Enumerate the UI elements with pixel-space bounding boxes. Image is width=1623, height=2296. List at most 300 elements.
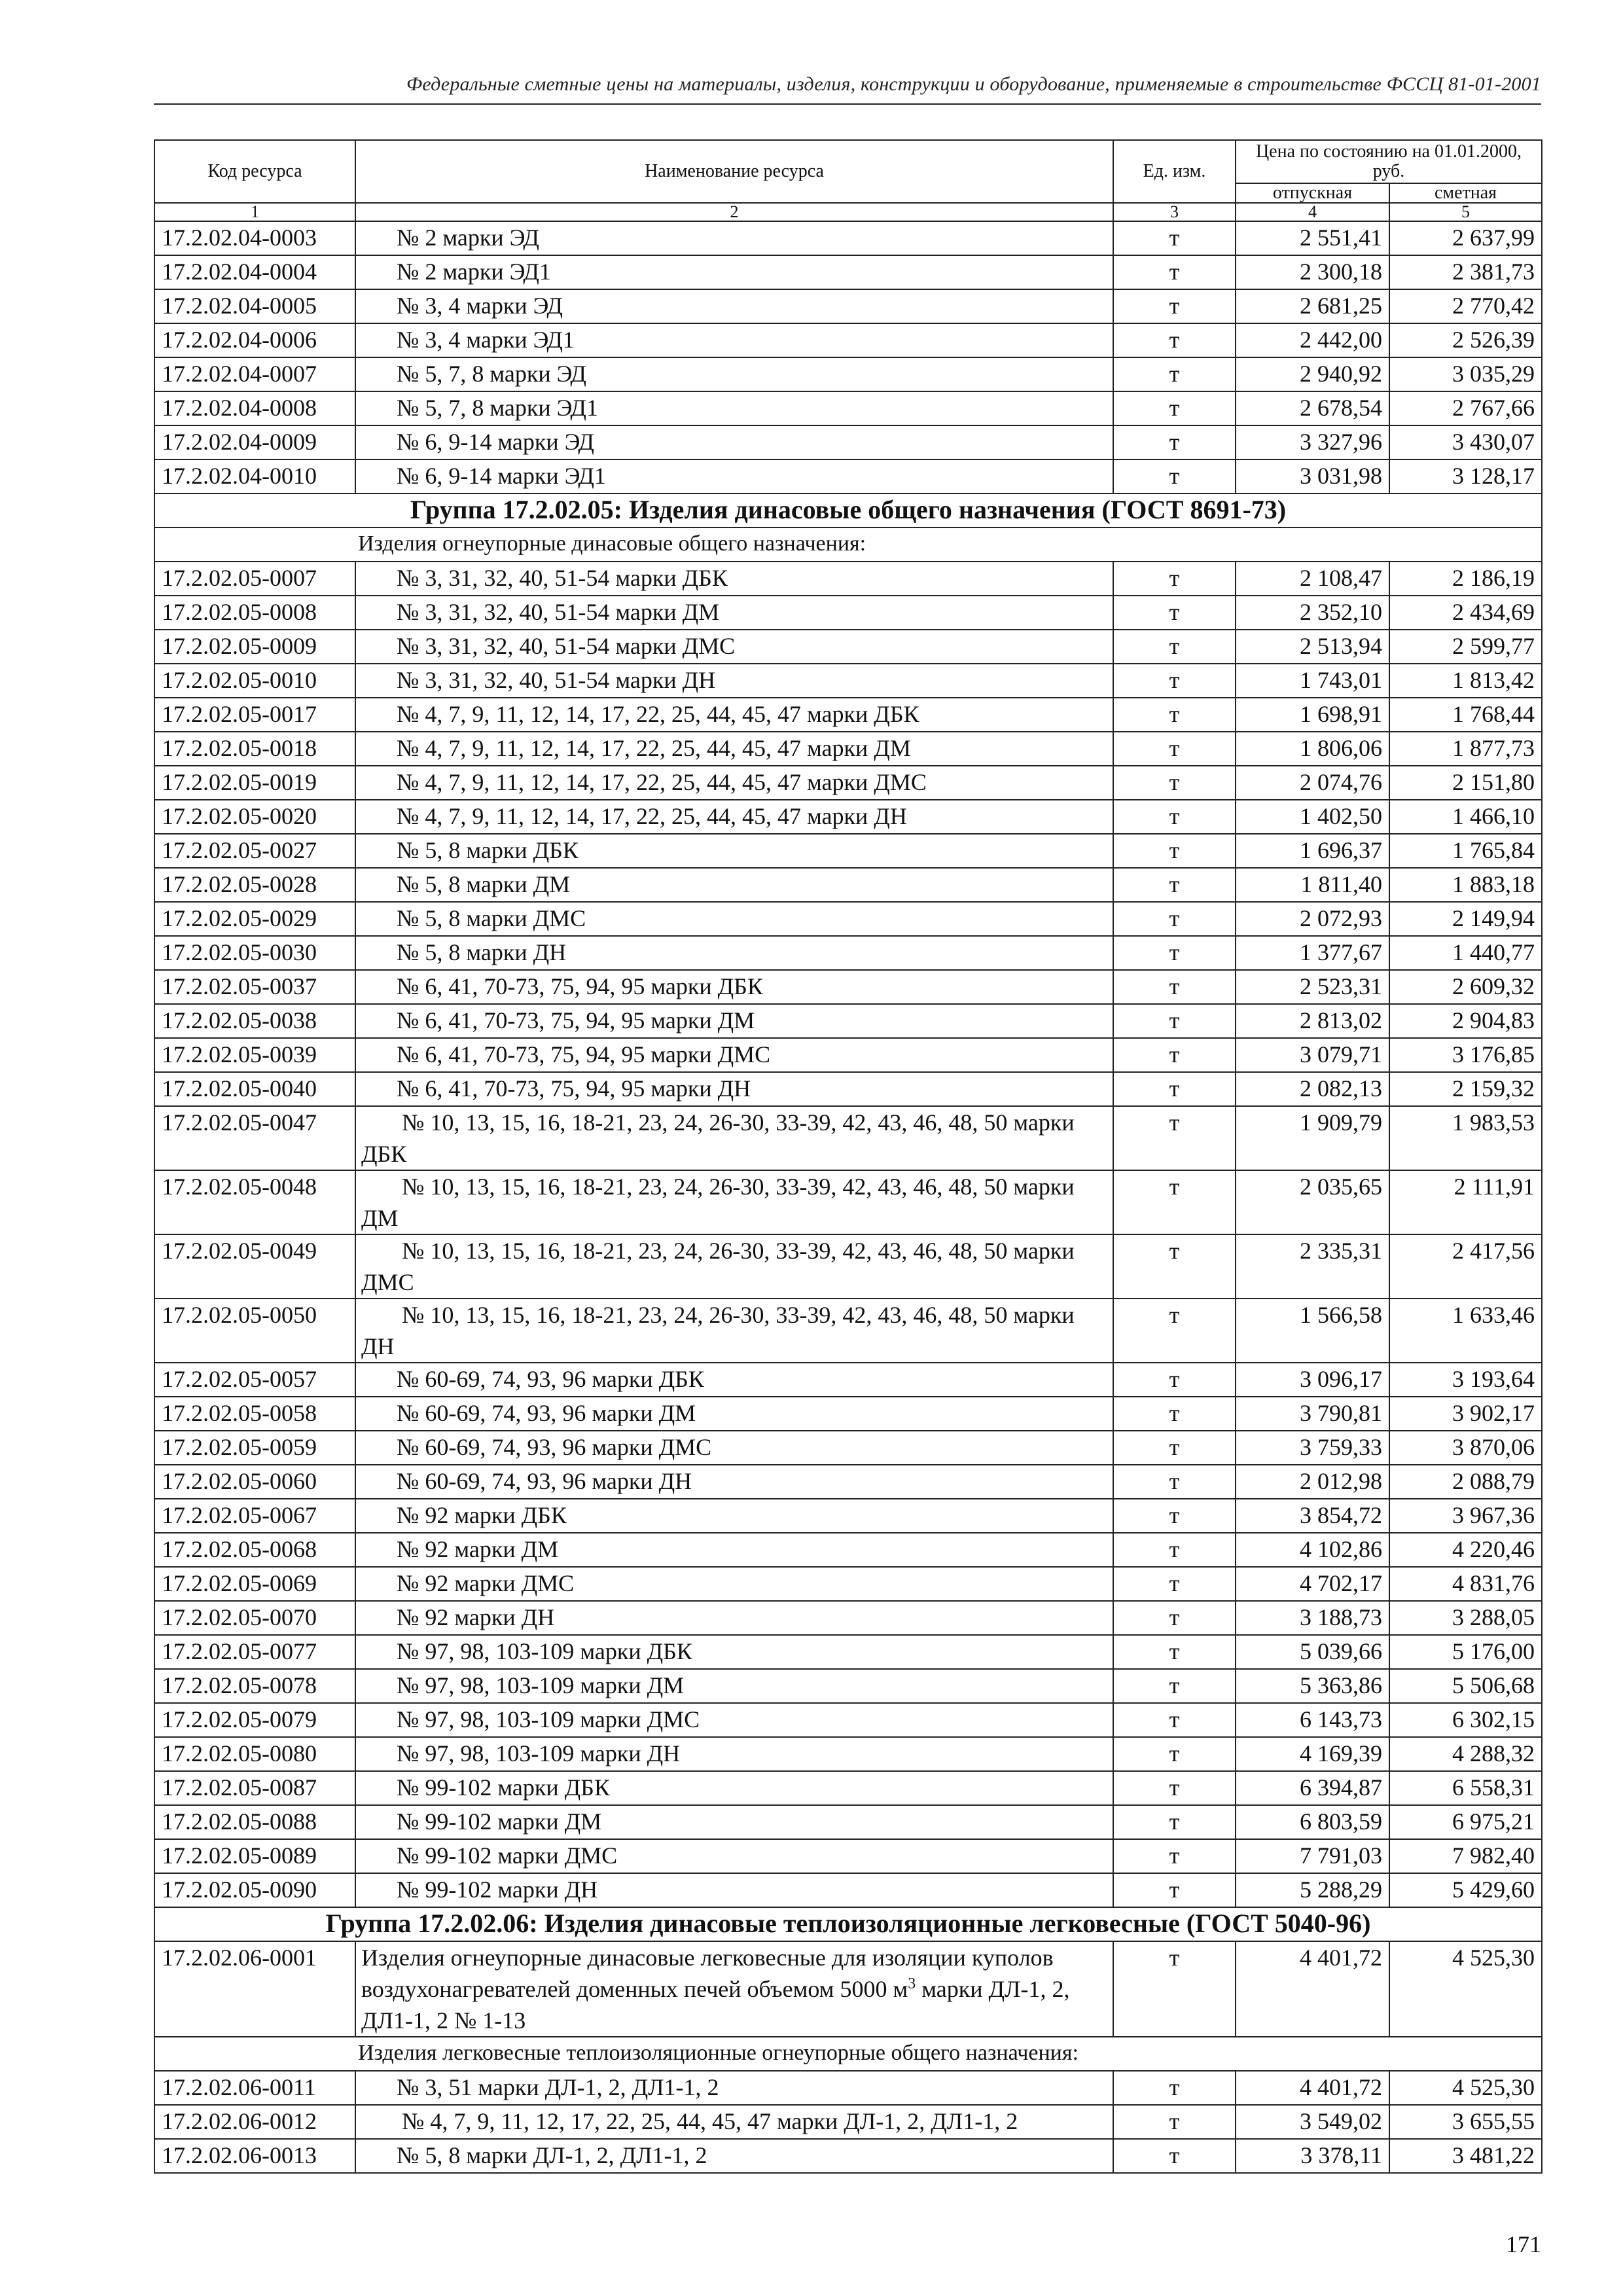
- table-row: [154, 766, 1542, 800]
- table-row: [154, 1873, 1542, 1907]
- resource-code: 17.2.02.05-0070: [154, 1601, 355, 1635]
- resource-code: 17.2.02.05-0089: [154, 1839, 355, 1873]
- resource-code: 17.2.02.05-0067: [154, 1499, 355, 1533]
- unit-cell: т: [1113, 936, 1236, 970]
- release-price: 2 074,76: [1236, 766, 1389, 800]
- table-row: [154, 2071, 1542, 2105]
- table-row: [154, 1299, 1542, 1363]
- table-row: [154, 1771, 1542, 1805]
- column-number: 4: [1236, 203, 1389, 221]
- resource-name: № 6, 41, 70-73, 75, 94, 95 марки ДМ: [355, 1004, 1113, 1038]
- release-price: 3 188,73: [1236, 1601, 1389, 1635]
- table-row: [154, 596, 1542, 630]
- table-row: [154, 630, 1542, 664]
- release-price: 3 031,98: [1236, 459, 1389, 493]
- release-price: 4 401,72: [1236, 2071, 1389, 2105]
- estimate-price: 6 302,15: [1389, 1703, 1542, 1737]
- resource-name: № 6, 9-14 марки ЭД: [355, 425, 1113, 459]
- estimate-price: 2 159,32: [1389, 1072, 1542, 1106]
- release-price: 1 811,40: [1236, 868, 1389, 902]
- release-price: 3 079,71: [1236, 1038, 1389, 1072]
- release-price: 2 012,98: [1236, 1465, 1389, 1499]
- estimate-price: 2 381,73: [1389, 255, 1542, 289]
- table-row: [154, 1431, 1542, 1465]
- release-price: 6 803,59: [1236, 1805, 1389, 1839]
- estimate-price: 3 430,07: [1389, 425, 1542, 459]
- unit-cell: т: [1113, 1397, 1236, 1431]
- unit-cell: т: [1113, 1363, 1236, 1397]
- estimate-price: 2 637,99: [1389, 221, 1542, 255]
- unit-cell: т: [1113, 289, 1236, 323]
- estimate-price: 1 633,46: [1389, 1299, 1542, 1363]
- resource-name: № 92 марки ДМС: [355, 1567, 1113, 1601]
- resource-name: № 92 марки ДН: [355, 1601, 1113, 1635]
- unit-cell: т: [1113, 1771, 1236, 1805]
- release-price: 3 790,81: [1236, 1397, 1389, 1431]
- resource-code: 17.2.02.04-0004: [154, 255, 355, 289]
- subheading: Изделия огнеупорные динасовые общего назначения:: [154, 528, 1542, 562]
- estimate-price: 3 128,17: [1389, 459, 1542, 493]
- table-row: [154, 1038, 1542, 1072]
- unit-cell: т: [1113, 1499, 1236, 1533]
- resource-name: № 97, 98, 103-109 марки ДМ: [355, 1669, 1113, 1703]
- estimate-price: 3 655,55: [1389, 2105, 1542, 2139]
- table-row: [154, 698, 1542, 732]
- resource-name: № 60-69, 74, 93, 96 марки ДМ: [355, 1397, 1113, 1431]
- estimate-price: 4 831,76: [1389, 1567, 1542, 1601]
- estimate-price: 2 609,32: [1389, 970, 1542, 1004]
- group-heading: Группа 17.2.02.06: Изделия динасовые теплоизоляционные легковесные (ГОСТ 5040-96): [154, 1907, 1542, 1941]
- resource-name: № 3, 51 марки ДЛ-1, 2, ДЛ1-1, 2: [355, 2071, 1113, 2105]
- resource-name: № 3, 31, 32, 40, 51-54 марки ДМ: [355, 596, 1113, 630]
- release-price: 1 698,91: [1236, 698, 1389, 732]
- table-row: [154, 732, 1542, 766]
- unit-cell: т: [1113, 664, 1236, 698]
- resource-name: № 4, 7, 9, 11, 12, 17, 22, 25, 44, 45, 47 марки ДЛ-1, 2, ДЛ1-1, 2: [355, 2105, 1113, 2139]
- release-price: 3 096,17: [1236, 1363, 1389, 1397]
- header-rule: [154, 103, 1541, 105]
- release-price: 2 442,00: [1236, 323, 1389, 357]
- resource-code: 17.2.02.05-0028: [154, 868, 355, 902]
- resource-name: № 3, 31, 32, 40, 51-54 марки ДМС: [355, 630, 1113, 664]
- release-price: 6 143,73: [1236, 1703, 1389, 1737]
- resource-code: 17.2.02.05-0018: [154, 732, 355, 766]
- release-price: 2 072,93: [1236, 902, 1389, 936]
- estimate-price: 1 466,10: [1389, 800, 1542, 834]
- table-row: [154, 425, 1542, 459]
- resource-name: № 5, 7, 8 марки ЭД: [355, 357, 1113, 391]
- estimate-price: 2 770,42: [1389, 289, 1542, 323]
- resource-name: № 6, 9-14 марки ЭД1: [355, 459, 1113, 493]
- column-number: 1: [154, 203, 355, 221]
- table-row: [154, 323, 1542, 357]
- estimate-price: 3 870,06: [1389, 1431, 1542, 1465]
- resource-code: 17.2.02.05-0068: [154, 1533, 355, 1567]
- resource-code: 17.2.02.05-0049: [154, 1234, 355, 1299]
- resource-name: № 60-69, 74, 93, 96 марки ДН: [355, 1465, 1113, 1499]
- header-code: Код ресурса: [154, 140, 355, 203]
- header-row: [154, 140, 1542, 183]
- resource-name: № 3, 4 марки ЭД: [355, 289, 1113, 323]
- release-price: 1 909,79: [1236, 1106, 1389, 1170]
- table-row: [154, 936, 1542, 970]
- release-price: 1 566,58: [1236, 1299, 1389, 1363]
- resource-code: 17.2.02.05-0090: [154, 1873, 355, 1907]
- table-row: [154, 357, 1542, 391]
- table-row: [154, 1567, 1542, 1601]
- unit-cell: т: [1113, 1635, 1236, 1669]
- resource-code: 17.2.02.05-0059: [154, 1431, 355, 1465]
- header-name: Наименование ресурса: [355, 140, 1113, 203]
- estimate-price: 3 193,64: [1389, 1363, 1542, 1397]
- resource-code: 17.2.02.05-0047: [154, 1106, 355, 1170]
- resource-name: № 10, 13, 15, 16, 18-21, 23, 24, 26-30, 33-39, 42, 43, 46, 48, 50 марки ДМС: [355, 1234, 1113, 1299]
- resource-name: № 5, 7, 8 марки ЭД1: [355, 391, 1113, 425]
- release-price: 2 940,92: [1236, 357, 1389, 391]
- estimate-price: 1 768,44: [1389, 698, 1542, 732]
- resource-code: 17.2.02.05-0030: [154, 936, 355, 970]
- release-price: 5 363,86: [1236, 1669, 1389, 1703]
- table-row: [154, 1533, 1542, 1567]
- estimate-price: 2 904,83: [1389, 1004, 1542, 1038]
- table-row: [154, 289, 1542, 323]
- release-price: 4 401,72: [1236, 1941, 1389, 2037]
- unit-cell: т: [1113, 2071, 1236, 2105]
- table-row: [154, 902, 1542, 936]
- release-price: 3 549,02: [1236, 2105, 1389, 2139]
- release-price: 6 394,87: [1236, 1771, 1389, 1805]
- unit-cell: т: [1113, 255, 1236, 289]
- resource-code: 17.2.02.04-0009: [154, 425, 355, 459]
- unit-cell: т: [1113, 800, 1236, 834]
- resource-code: 17.2.02.04-0005: [154, 289, 355, 323]
- resource-name: № 97, 98, 103-109 марки ДН: [355, 1737, 1113, 1771]
- resource-name: № 97, 98, 103-109 марки ДМС: [355, 1703, 1113, 1737]
- resource-name: № 5, 8 марки ДБК: [355, 834, 1113, 868]
- resource-code: 17.2.02.05-0078: [154, 1669, 355, 1703]
- unit-cell: т: [1113, 1941, 1236, 2037]
- resource-name: № 6, 41, 70-73, 75, 94, 95 марки ДБК: [355, 970, 1113, 1004]
- resource-code: 17.2.02.05-0010: [154, 664, 355, 698]
- release-price: 2 300,18: [1236, 255, 1389, 289]
- release-price: 2 681,25: [1236, 289, 1389, 323]
- header-estimate: сметная: [1389, 183, 1542, 203]
- release-price: 2 335,31: [1236, 1234, 1389, 1299]
- release-price: 5 039,66: [1236, 1635, 1389, 1669]
- resource-name: № 99-102 марки ДН: [355, 1873, 1113, 1907]
- resource-name: № 60-69, 74, 93, 96 марки ДБК: [355, 1363, 1113, 1397]
- table-row: [154, 221, 1542, 255]
- table-row: [154, 1234, 1542, 1299]
- release-price: 4 102,86: [1236, 1533, 1389, 1567]
- estimate-price: 3 481,22: [1389, 2139, 1542, 2173]
- resource-code: 17.2.02.04-0006: [154, 323, 355, 357]
- resource-code: 17.2.02.06-0001: [154, 1941, 355, 2037]
- resource-code: 17.2.02.06-0012: [154, 2105, 355, 2139]
- header-release: отпускная: [1236, 183, 1389, 203]
- resource-code: 17.2.02.05-0019: [154, 766, 355, 800]
- release-price: 1 806,06: [1236, 732, 1389, 766]
- estimate-price: 5 506,68: [1389, 1669, 1542, 1703]
- resource-code: 17.2.02.05-0088: [154, 1805, 355, 1839]
- release-price: 4 169,39: [1236, 1737, 1389, 1771]
- estimate-price: 6 558,31: [1389, 1771, 1542, 1805]
- unit-cell: т: [1113, 2105, 1236, 2139]
- release-price: 2 035,65: [1236, 1170, 1389, 1234]
- estimate-price: 2 186,19: [1389, 562, 1542, 596]
- resource-name: № 60-69, 74, 93, 96 марки ДМС: [355, 1431, 1113, 1465]
- resource-name: № 5, 8 марки ДН: [355, 936, 1113, 970]
- resource-code: 17.2.02.05-0027: [154, 834, 355, 868]
- table-row: [154, 1465, 1542, 1499]
- resource-code: 17.2.02.04-0003: [154, 221, 355, 255]
- unit-cell: т: [1113, 834, 1236, 868]
- resource-code: 17.2.02.05-0087: [154, 1771, 355, 1805]
- resource-code: 17.2.02.06-0013: [154, 2139, 355, 2173]
- estimate-price: 3 902,17: [1389, 1397, 1542, 1431]
- table-row: [154, 562, 1542, 596]
- resource-name: № 97, 98, 103-109 марки ДБК: [355, 1635, 1113, 1669]
- table-row: [154, 1004, 1542, 1038]
- resource-code: 17.2.02.04-0008: [154, 391, 355, 425]
- table-row: [154, 1839, 1542, 1873]
- estimate-price: 1 440,77: [1389, 936, 1542, 970]
- group-heading-row: [154, 493, 1542, 528]
- group-heading: Группа 17.2.02.05: Изделия динасовые общего назначения (ГОСТ 8691-73): [154, 493, 1542, 528]
- table-row: [154, 1170, 1542, 1234]
- price-table: [154, 139, 1543, 2174]
- unit-cell: т: [1113, 1601, 1236, 1635]
- unit-cell: т: [1113, 732, 1236, 766]
- resource-code: 17.2.02.05-0080: [154, 1737, 355, 1771]
- release-price: 2 523,31: [1236, 970, 1389, 1004]
- resource-name: № 3, 31, 32, 40, 51-54 марки ДН: [355, 664, 1113, 698]
- unit-cell: т: [1113, 391, 1236, 425]
- resource-name: № 2 марки ЭД: [355, 221, 1113, 255]
- release-price: 1 696,37: [1236, 834, 1389, 868]
- release-price: 5 288,29: [1236, 1873, 1389, 1907]
- unit-cell: т: [1113, 357, 1236, 391]
- resource-name: № 4, 7, 9, 11, 12, 14, 17, 22, 25, 44, 45, 47 марки ДН: [355, 800, 1113, 834]
- estimate-price: 3 035,29: [1389, 357, 1542, 391]
- resource-code: 17.2.02.05-0079: [154, 1703, 355, 1737]
- resource-name: № 4, 7, 9, 11, 12, 14, 17, 22, 25, 44, 45, 47 марки ДМ: [355, 732, 1113, 766]
- resource-code: 17.2.02.05-0048: [154, 1170, 355, 1234]
- unit-cell: т: [1113, 1234, 1236, 1299]
- table-row: [154, 664, 1542, 698]
- unit-cell: т: [1113, 1465, 1236, 1499]
- estimate-price: 1 877,73: [1389, 732, 1542, 766]
- unit-cell: т: [1113, 1533, 1236, 1567]
- resource-name: № 2 марки ЭД1: [355, 255, 1113, 289]
- subheading: Изделия легковесные теплоизоляционные огнеупорные общего назначения:: [154, 2037, 1542, 2071]
- table-row: [154, 800, 1542, 834]
- table-row: [154, 970, 1542, 1004]
- group-heading-row: [154, 1907, 1542, 1941]
- unit-cell: т: [1113, 630, 1236, 664]
- resource-name: № 92 марки ДМ: [355, 1533, 1113, 1567]
- resource-name: № 92 марки ДБК: [355, 1499, 1113, 1533]
- resource-code: 17.2.02.05-0038: [154, 1004, 355, 1038]
- resource-name: № 5, 8 марки ДЛ-1, 2, ДЛ1-1, 2: [355, 2139, 1113, 2173]
- release-price: 3 759,33: [1236, 1431, 1389, 1465]
- table-row: [154, 391, 1542, 425]
- table-row: [154, 1737, 1542, 1771]
- unit-cell: т: [1113, 1873, 1236, 1907]
- unit-cell: т: [1113, 970, 1236, 1004]
- resource-name: № 5, 8 марки ДМС: [355, 902, 1113, 936]
- unit-cell: т: [1113, 1805, 1236, 1839]
- column-number: 2: [355, 203, 1113, 221]
- estimate-price: 4 525,30: [1389, 1941, 1542, 2037]
- unit-cell: т: [1113, 1431, 1236, 1465]
- superscript: 3: [908, 1975, 916, 1992]
- unit-cell: т: [1113, 766, 1236, 800]
- estimate-price: 4 525,30: [1389, 2071, 1542, 2105]
- estimate-price: 3 967,36: [1389, 1499, 1542, 1533]
- table-row: [154, 1072, 1542, 1106]
- resource-code: 17.2.02.05-0007: [154, 562, 355, 596]
- unit-cell: т: [1113, 323, 1236, 357]
- unit-cell: т: [1113, 425, 1236, 459]
- resource-code: 17.2.02.05-0017: [154, 698, 355, 732]
- table-row: [154, 1635, 1542, 1669]
- unit-cell: т: [1113, 221, 1236, 255]
- unit-cell: т: [1113, 1038, 1236, 1072]
- release-price: 2 551,41: [1236, 221, 1389, 255]
- unit-cell: т: [1113, 1170, 1236, 1234]
- estimate-price: 1 813,42: [1389, 664, 1542, 698]
- estimate-price: 2 111,91: [1389, 1170, 1542, 1234]
- estimate-price: 2 151,80: [1389, 766, 1542, 800]
- resource-code: 17.2.02.05-0050: [154, 1299, 355, 1363]
- unit-cell: т: [1113, 459, 1236, 493]
- resource-code: 17.2.02.05-0069: [154, 1567, 355, 1601]
- resource-code: 17.2.02.05-0008: [154, 596, 355, 630]
- estimate-price: 1 883,18: [1389, 868, 1542, 902]
- resource-name: [355, 1941, 1113, 2037]
- resource-code: 17.2.02.05-0040: [154, 1072, 355, 1106]
- release-price: 2 513,94: [1236, 630, 1389, 664]
- estimate-price: 4 288,32: [1389, 1737, 1542, 1771]
- table-row: [154, 1397, 1542, 1431]
- table-row: [154, 1106, 1542, 1170]
- unit-cell: т: [1113, 1299, 1236, 1363]
- unit-cell: т: [1113, 1004, 1236, 1038]
- table-row: [154, 1703, 1542, 1737]
- estimate-price: 1 765,84: [1389, 834, 1542, 868]
- resource-code: 17.2.02.05-0037: [154, 970, 355, 1004]
- estimate-price: 2 599,77: [1389, 630, 1542, 664]
- unit-cell: т: [1113, 1839, 1236, 1873]
- table-row: [154, 1805, 1542, 1839]
- release-price: 3 327,96: [1236, 425, 1389, 459]
- resource-code: 17.2.02.05-0060: [154, 1465, 355, 1499]
- resource-name: № 6, 41, 70-73, 75, 94, 95 марки ДН: [355, 1072, 1113, 1106]
- table-row: [154, 1941, 1542, 2037]
- resource-name: № 4, 7, 9, 11, 12, 14, 17, 22, 25, 44, 45, 47 марки ДБК: [355, 698, 1113, 732]
- unit-cell: т: [1113, 562, 1236, 596]
- release-price: 2 108,47: [1236, 562, 1389, 596]
- resource-code: 17.2.02.05-0058: [154, 1397, 355, 1431]
- table-row: [154, 255, 1542, 289]
- release-price: 2 352,10: [1236, 596, 1389, 630]
- estimate-price: 6 975,21: [1389, 1805, 1542, 1839]
- resource-name: № 3, 4 марки ЭД1: [355, 323, 1113, 357]
- table-row: [154, 2139, 1542, 2173]
- release-price: 1 743,01: [1236, 664, 1389, 698]
- column-number-row: [154, 203, 1542, 221]
- release-price: 1 402,50: [1236, 800, 1389, 834]
- unit-cell: т: [1113, 1106, 1236, 1170]
- estimate-price: 2 434,69: [1389, 596, 1542, 630]
- release-price: 4 702,17: [1236, 1567, 1389, 1601]
- resource-code: 17.2.02.05-0020: [154, 800, 355, 834]
- unit-cell: т: [1113, 698, 1236, 732]
- page-number: 171: [1506, 2231, 1541, 2257]
- estimate-price: 2 417,56: [1389, 1234, 1542, 1299]
- estimate-price: 2 526,39: [1389, 323, 1542, 357]
- estimate-price: 3 176,85: [1389, 1038, 1542, 1072]
- table-row: [154, 459, 1542, 493]
- table-row: [154, 1499, 1542, 1533]
- resource-name: № 3, 31, 32, 40, 51-54 марки ДБК: [355, 562, 1113, 596]
- resource-code: 17.2.02.05-0009: [154, 630, 355, 664]
- running-header: Федеральные сметные цены на материалы, изделия, конструкции и оборудование, применяемые в строительстве ФССЦ 81-01-2001: [406, 73, 1541, 95]
- release-price: 3 378,11: [1236, 2139, 1389, 2173]
- estimate-price: 3 288,05: [1389, 1601, 1542, 1635]
- resource-code: 17.2.02.05-0057: [154, 1363, 355, 1397]
- unit-cell: т: [1113, 868, 1236, 902]
- unit-cell: т: [1113, 902, 1236, 936]
- unit-cell: т: [1113, 1703, 1236, 1737]
- unit-cell: т: [1113, 596, 1236, 630]
- estimate-price: 5 429,60: [1389, 1873, 1542, 1907]
- release-price: 3 854,72: [1236, 1499, 1389, 1533]
- unit-cell: т: [1113, 2139, 1236, 2173]
- release-price: 7 791,03: [1236, 1839, 1389, 1873]
- table-row: [154, 2105, 1542, 2139]
- resource-code: 17.2.02.05-0039: [154, 1038, 355, 1072]
- resource-name-part: Изделия огнеупорные динасовые легковесные для изоляции куполов воздухонагревателей доменных печей объемом 5000 м: [361, 1945, 1054, 2002]
- column-number: 3: [1113, 203, 1236, 221]
- resource-name-part: марки ДЛ-1, 2, ДЛ1-1, 2 № 1-13: [361, 1976, 1070, 2034]
- table-row: [154, 1363, 1542, 1397]
- resource-name: № 10, 13, 15, 16, 18-21, 23, 24, 26-30, 33-39, 42, 43, 46, 48, 50 марки ДБК: [355, 1106, 1113, 1170]
- header-price: Цена по состоянию на 01.01.2000, руб.: [1236, 140, 1542, 183]
- resource-code: 17.2.02.06-0011: [154, 2071, 355, 2105]
- column-number: 5: [1389, 203, 1542, 221]
- table-row: [154, 1601, 1542, 1635]
- resource-code: 17.2.02.05-0077: [154, 1635, 355, 1669]
- resource-name: № 10, 13, 15, 16, 18-21, 23, 24, 26-30, 33-39, 42, 43, 46, 48, 50 марки ДМ: [355, 1170, 1113, 1234]
- resource-code: 17.2.02.04-0010: [154, 459, 355, 493]
- table-row: [154, 834, 1542, 868]
- resource-name: № 6, 41, 70-73, 75, 94, 95 марки ДМС: [355, 1038, 1113, 1072]
- resource-name: № 99-102 марки ДМ: [355, 1805, 1113, 1839]
- unit-cell: т: [1113, 1567, 1236, 1601]
- unit-cell: т: [1113, 1072, 1236, 1106]
- release-price: 2 678,54: [1236, 391, 1389, 425]
- resource-name: № 5, 8 марки ДМ: [355, 868, 1113, 902]
- resource-code: 17.2.02.05-0029: [154, 902, 355, 936]
- unit-cell: т: [1113, 1669, 1236, 1703]
- resource-code: 17.2.02.04-0007: [154, 357, 355, 391]
- release-price: 1 377,67: [1236, 936, 1389, 970]
- release-price: 2 082,13: [1236, 1072, 1389, 1106]
- estimate-price: 1 983,53: [1389, 1106, 1542, 1170]
- resource-name: № 10, 13, 15, 16, 18-21, 23, 24, 26-30, 33-39, 42, 43, 46, 48, 50 марки ДН: [355, 1299, 1113, 1363]
